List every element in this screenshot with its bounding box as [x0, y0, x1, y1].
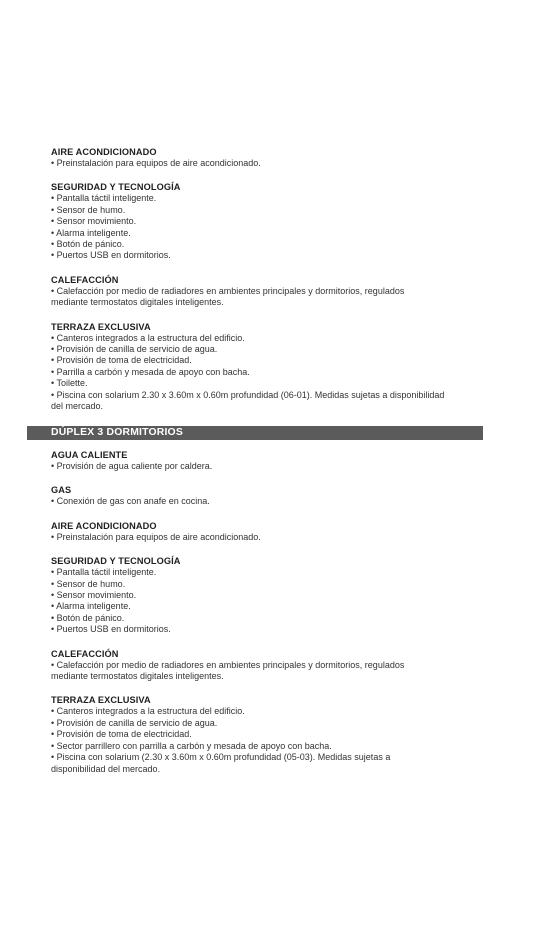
list-item: del mercado. [51, 401, 104, 412]
list-item: disponibilidad del mercado. [51, 763, 161, 774]
list-item: • Provisión de toma de electricidad. [51, 729, 192, 740]
section-heading: SEGURIDAD Y TECNOLOGÍA [51, 182, 181, 193]
section-heading: AGUA CALIENTE [51, 450, 128, 460]
section-heading: TERRAZA EXCLUSIVA [51, 695, 151, 706]
list-item: • Alarma inteligente. [51, 227, 131, 238]
section-heading: CALEFACCIÓN [51, 648, 119, 659]
section-heading: AIRE ACONDICIONADO [51, 520, 157, 531]
list-item: • Calefacción por medio de radiadores en ambientes principales y dormitorios, regulados [51, 659, 405, 670]
section-heading: TERRAZA EXCLUSIVA [51, 321, 151, 332]
list-item: • Puertos USB en dormitorios. [51, 624, 171, 635]
list-item: • Parrilla a carbón y mesada de apoyo con bacha. [51, 366, 250, 377]
section-seguridad-y-tecnologia [51, 181, 491, 261]
list-item: • Canteros integrados a la estructura del edificio. [51, 332, 245, 343]
list-item: • Preinstalación para equipos de aire acondicionado. [51, 158, 261, 168]
section-terraza-exclusiva [51, 694, 491, 774]
list-item: • Provisión de canilla de servicio de agua. [51, 717, 218, 728]
section-heading: GAS [51, 485, 72, 496]
list-item: • Alarma inteligente. [51, 601, 131, 612]
list-item: • Sensor de humo. [51, 578, 126, 589]
section-aire-acondicionado [51, 146, 491, 169]
list-item: • Provisión de canilla de servicio de agua. [51, 344, 218, 355]
section-gas [51, 484, 491, 507]
section-heading: AIRE ACONDICIONADO [51, 147, 157, 157]
list-item: • Conexión de gas con anafe en cocina. [51, 496, 210, 507]
section-calefaccion [51, 648, 491, 683]
section-heading: CALEFACCIÓN [51, 274, 119, 285]
list-item: • Botón de pánico. [51, 612, 125, 623]
list-item: • Botón de pánico. [51, 239, 125, 250]
list-item: mediante termostatos digitales inteligentes. [51, 297, 224, 308]
list-item: • Sensor de humo. [51, 204, 126, 215]
section-calefaccion [51, 274, 491, 309]
list-item: • Piscina con solarium (2.30 x 3.60m x 0.60m profundidad (05-03). Medidas sujetas a [51, 752, 391, 763]
section-agua-caliente [51, 449, 491, 472]
list-item: • Calefacción por medio de radiadores en ambientes principales y dormitorios, regulados [51, 285, 405, 296]
list-item: • Piscina con solarium 2.30 x 3.60m x 0.60m profundidad (06-01). Medidas sujetas a disponibilidad [51, 389, 445, 400]
banner-title: DÚPLEX 3 DORMITORIOS [51, 427, 183, 438]
list-item: • Provisión de agua caliente por caldera. [51, 461, 213, 471]
duplex-3-dormitorios-banner [27, 426, 483, 440]
section-terraza-exclusiva [51, 321, 491, 413]
list-item: mediante termostatos digitales inteligentes. [51, 671, 224, 682]
section-aire-acondicionado [51, 520, 491, 543]
features-group-1 [51, 146, 491, 413]
list-item: • Provisión de toma de electricidad. [51, 355, 192, 366]
list-item: • Sensor movimiento. [51, 590, 137, 601]
list-item: • Sensor movimiento. [51, 216, 137, 227]
features-group-2 [51, 449, 491, 775]
list-item: • Pantalla táctil inteligente. [51, 567, 157, 578]
list-item: • Pantalla táctil inteligente. [51, 193, 157, 204]
list-item: • Preinstalación para equipos de aire acondicionado. [51, 531, 261, 542]
list-item: • Canteros integrados a la estructura del edificio. [51, 706, 245, 717]
list-item: • Toilette. [51, 378, 88, 389]
list-item: • Sector parrillero con parrilla a carbón y mesada de apoyo con bacha. [51, 740, 332, 751]
section-heading: SEGURIDAD Y TECNOLOGÍA [51, 556, 181, 567]
list-item: • Puertos USB en dormitorios. [51, 250, 171, 261]
section-seguridad-y-tecnologia [51, 555, 491, 635]
